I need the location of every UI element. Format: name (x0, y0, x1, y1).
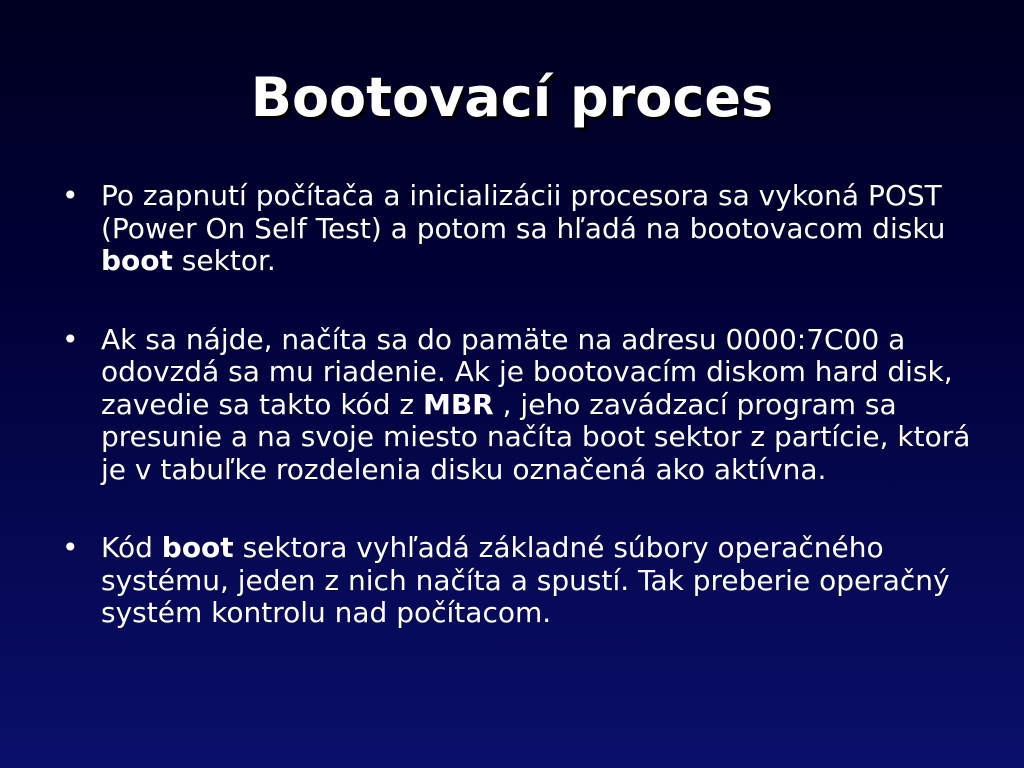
bullet-item (0, 180, 1024, 278)
bullet-marker: • (62, 531, 79, 564)
bullet-list (0, 180, 1024, 676)
bullet-text: Po zapnutí počítača a inicializácii procesora sa vykoná POST (Power On Self Test) a potom sa hľadá na bootovacom disku (101, 179, 946, 245)
bullet-bold-term: boot (161, 531, 234, 564)
bullet-text: , jeho zavádzací program sa presunie a na svoje miesto načíta boot sektor z partície, ktorá je v tabuľke rozdelenia disku označená ako aktívna. (101, 387, 971, 486)
slide-title: Bootovací proces (250, 66, 774, 129)
bullet-bold-term: MBR (422, 387, 494, 421)
bullet-marker: • (62, 322, 79, 356)
bullet-text: Kód (101, 531, 162, 564)
bullet-text: sektora vyhľadá základné súbory operačného systému, jeden z nich načíta a spustí. Tak preberie operačný systém kontrolu nad počítacom. (101, 531, 950, 629)
bullet-marker: • (62, 179, 79, 212)
bullet-text: Ak sa nájde, načíta sa do pamäte na adresu 0000:7C00 a odovzdá sa mu riadenie. Ak je bootovacím diskom hard disk, zavedie sa takto kód z (101, 322, 953, 421)
bullet-bold-term: boot (101, 244, 173, 277)
bullet-text: sektor. (172, 244, 276, 277)
bullet-item (0, 532, 1024, 630)
bullet-item (0, 324, 1024, 487)
